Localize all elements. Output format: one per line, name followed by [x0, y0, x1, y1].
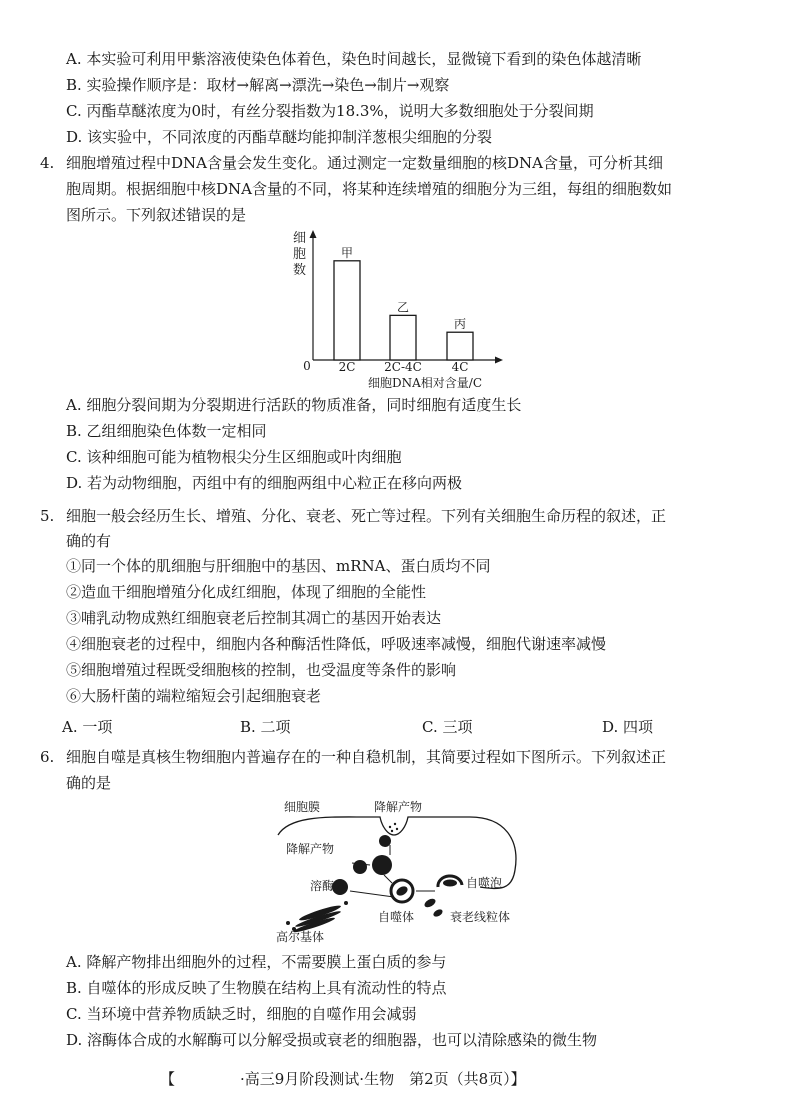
product-dot — [394, 823, 396, 825]
bar-2C — [334, 261, 360, 360]
autophagy-diagram — [270, 795, 530, 945]
q5-item-3: ③哺乳动物成熟红细胞衰老后控制其凋亡的基因开始表达 — [66, 609, 442, 627]
q4-stem-line1: 细胞增殖过程中DNA含量会发生变化。通过测定一定数量细胞的核DNA含量，可分析其细 — [66, 154, 663, 172]
q6-number: 6. — [40, 748, 55, 766]
y-axis-label-2: 胞 — [293, 247, 307, 262]
q5-option-c: C. 三项 — [422, 718, 473, 736]
q4-stem-line2: 胞周期。根据细胞中核DNA含量的不同，将某种连续增殖的细胞分为三组，每组的细胞数如 — [66, 180, 672, 198]
q6-option-d: D. 溶酶体合成的水解酶可以分解受损或衰老的细胞器，也可以清除感染的微生物 — [66, 1031, 598, 1049]
footer-left-bracket: 【 — [160, 1070, 176, 1088]
aging-mitochondrion-2 — [432, 908, 444, 918]
q4-option-a: A. 细胞分裂间期为分裂期进行活跃的物质准备，同时细胞有适度生长 — [66, 396, 522, 414]
q5-option-b: B. 二项 — [240, 718, 291, 736]
label-product-left: 降解产物 — [286, 842, 335, 856]
q3-option-d: D. 该实验中，不同浓度的丙酯草醚均能抑制洋葱根尖细胞的分裂 — [66, 128, 493, 146]
x-axis-arrow — [495, 357, 503, 364]
footer-text: ·高三9月阶段测试·生物 第2页（共8页）】 — [240, 1070, 526, 1088]
q5-item-6: ⑥大肠杆菌的端粒缩短会引起细胞衰老 — [66, 687, 322, 705]
chart-svg — [285, 228, 525, 393]
x-axis-label: 细胞DNA相对含量/C — [367, 376, 483, 390]
label-autophagosome: 自噬体 — [378, 910, 415, 924]
product-dot — [396, 828, 398, 830]
q5-stem-line2: 确的有 — [66, 532, 112, 550]
dna-content-bar-chart — [285, 228, 525, 393]
y-axis-label-3: 数 — [293, 263, 307, 278]
q5-option-d: D. 四项 — [602, 718, 654, 736]
q4-number: 4. — [40, 154, 55, 172]
q5-option-a: A. 一项 — [62, 718, 113, 736]
q3-option-a: A. 本实验可利用甲紫溶液使染色体着色，染色时间越长，显微镜下看到的染色体越清晰 — [66, 50, 642, 68]
q4-option-b: B. 乙组细胞染色体数一定相同 — [66, 422, 267, 440]
q5-item-4: ④细胞衰老的过程中，细胞内各种酶活性降低，呼吸速率减慢，细胞代谢速率减慢 — [66, 635, 607, 653]
bar-group-label: 甲 — [340, 245, 354, 260]
label-golgi: 高尔基体 — [276, 930, 325, 944]
bar-2C-4C — [390, 315, 416, 360]
product-dot — [389, 826, 391, 828]
q6-stem-line1: 细胞自噬是真核生物细胞内普遍存在的一种自稳机制，其简要过程如下图所示。下列叙述正 — [66, 748, 667, 766]
lysosome-2 — [353, 860, 367, 874]
autophagosome-content — [395, 885, 409, 898]
aging-mitochondrion-1 — [423, 897, 437, 909]
x-tick-label: 4C — [451, 360, 469, 374]
q4-stem-line3: 图所示。下列叙述错误的是 — [66, 206, 247, 224]
q4-option-c: C. 该种细胞可能为植物根尖分生区细胞或叶肉细胞 — [66, 448, 402, 466]
q6-stem-line2: 确的是 — [66, 774, 112, 792]
origin-label: 0 — [303, 359, 311, 373]
vesicle-content — [443, 880, 457, 887]
y-axis-arrow — [310, 230, 317, 238]
bar-4C — [447, 332, 473, 360]
q5-number: 5. — [40, 507, 55, 525]
y-axis-label-1: 细 — [293, 231, 307, 246]
label-cell-membrane: 细胞膜 — [284, 800, 321, 814]
q5-item-1: ①同一个体的肌细胞与肝细胞中的基因、mRNA、蛋白质均不同 — [66, 557, 491, 575]
q5-stem-line1: 细胞一般会经历生长、增殖、分化、衰老、死亡等过程。下列有关细胞生命历程的叙述，正 — [66, 507, 667, 525]
q3-option-b: B. 实验操作顺序是：取材→解离→漂洗→染色→制片→观察 — [66, 76, 450, 94]
page-footer — [160, 1068, 630, 1090]
bar-group-label: 乙 — [396, 300, 410, 315]
q6-option-c: C. 当环境中营养物质缺乏时，细胞的自噬作用会减弱 — [66, 1005, 417, 1023]
q3-option-c: C. 丙酯草醚浓度为0时，有丝分裂指数为18.3%，说明大多数细胞处于分裂间期 — [66, 102, 594, 120]
autophagy-svg — [270, 795, 530, 945]
q4-option-d: D. 若为动物细胞，丙组中有的细胞两组中心粒正在移向两极 — [66, 474, 463, 492]
x-tick-label: 2C — [338, 360, 356, 374]
lysosome-4 — [379, 835, 391, 847]
q5-options — [62, 716, 702, 736]
label-product-top: 降解产物 — [374, 800, 423, 814]
q5-item-2: ②造血干细胞增殖分化成红细胞，体现了细胞的全能性 — [66, 583, 427, 601]
q5-item-5: ⑤细胞增殖过程既受细胞核的控制，也受温度等条件的影响 — [66, 661, 457, 679]
x-tick-label: 2C-4C — [384, 360, 422, 374]
bar-group-label: 丙 — [453, 317, 467, 332]
product-dot — [391, 830, 393, 832]
q6-option-b: B. 自噬体的形成反映了生物膜在结构上具有流动性的特点 — [66, 979, 447, 997]
lysosome-1 — [372, 855, 392, 875]
label-lysosome: 溶酶体 — [310, 879, 347, 893]
label-aging-mitochondria: 衰老线粒体 — [450, 910, 511, 924]
q6-option-a: A. 降解产物排出细胞外的过程，不需要膜上蛋白质的参与 — [66, 953, 447, 971]
label-autophagic-vesicle: 自噬泡 — [466, 876, 503, 890]
